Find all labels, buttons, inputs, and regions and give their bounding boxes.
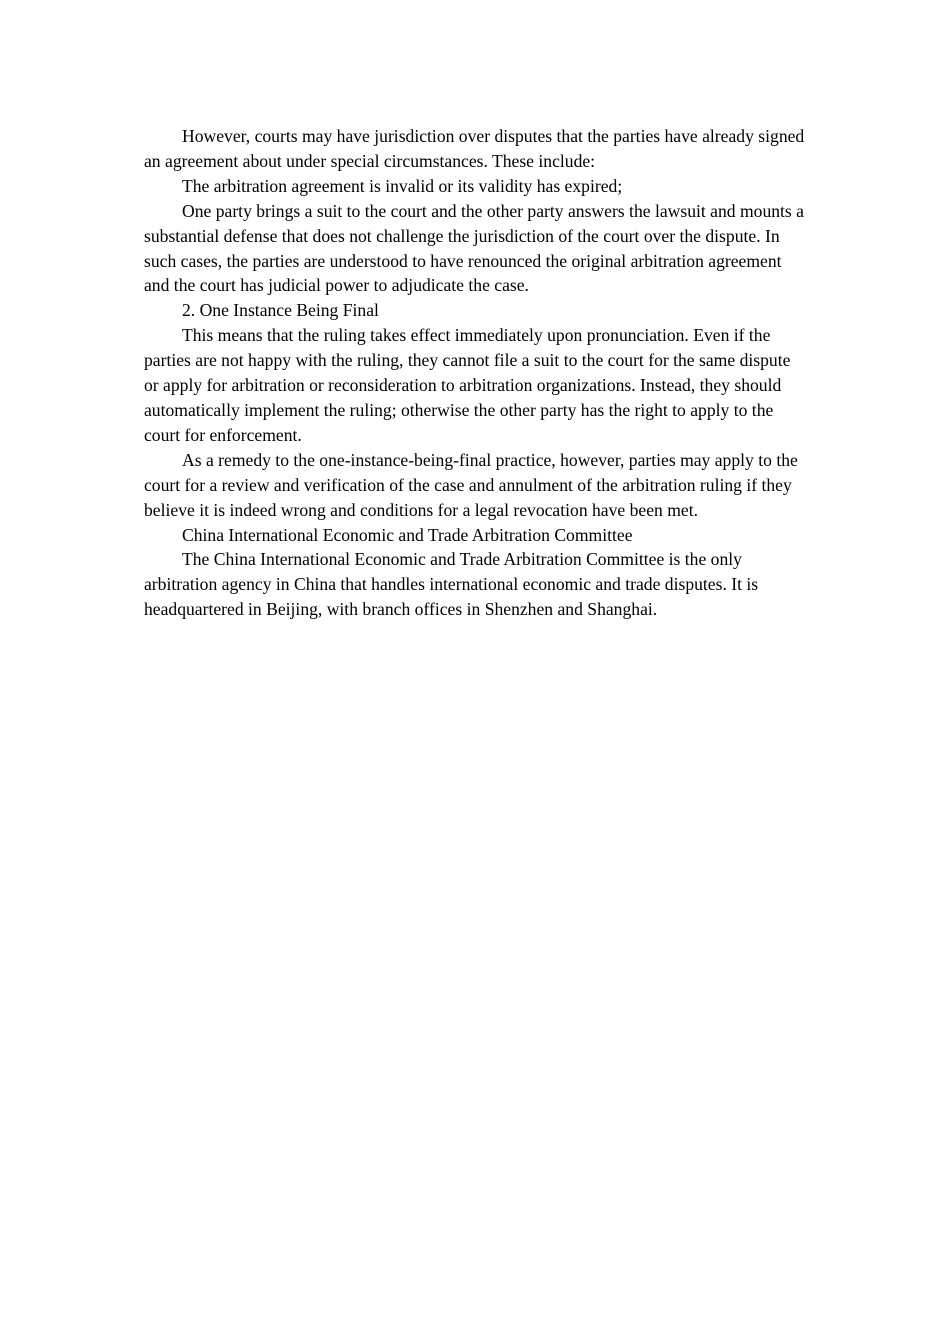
section-heading-one-instance: 2. One Instance Being Final — [182, 300, 379, 321]
section-heading-cietac: China International Economic and Trade Arbitration Committee — [182, 524, 633, 545]
paragraph-ruling-effect: This means that the ruling takes effect immediately upon pronunciation. Even if the parties are not happy with the ruling, they cannot file a suit to the court for the same dispute or apply for arbitration or reconsideration to arbitration organizations. Instead, they should automatically implement the ruling; otherwise the other party has the right to apply to the court for enforcement. — [144, 325, 791, 445]
paragraph-invalid-agreement: The arbitration agreement is invalid or its validity has expired; — [182, 175, 623, 196]
paragraph-court-jurisdiction: However, courts may have jurisdiction over disputes that the parties have already signed an agreement about under special circumstances. These include: — [144, 126, 805, 171]
paragraph-remedy: As a remedy to the one-instance-being-final practice, however, parties may apply to the court for a review and verification of the case and annulment of the arbitration ruling if they believe it is indeed wrong and conditions for a legal revocation have been met. — [144, 449, 798, 520]
paragraph-cietac-description: The China International Economic and Trade Arbitration Committee is the only arbitration agency in China that handles international economic and trade disputes. It is headquartered in Beijing, with branch offices in Shenzhen and Shanghai. — [144, 549, 759, 620]
paragraph-suit-defense: One party brings a suit to the court and the other party answers the lawsuit and mounts a substantial defense that does not challenge the jurisdiction of the court over the dispute. In such cases, the parties are understood to have renounced the original arbitration agreement and the court has judicial power to adjudicate the case. — [144, 200, 804, 296]
document-page — [144, 124, 808, 622]
